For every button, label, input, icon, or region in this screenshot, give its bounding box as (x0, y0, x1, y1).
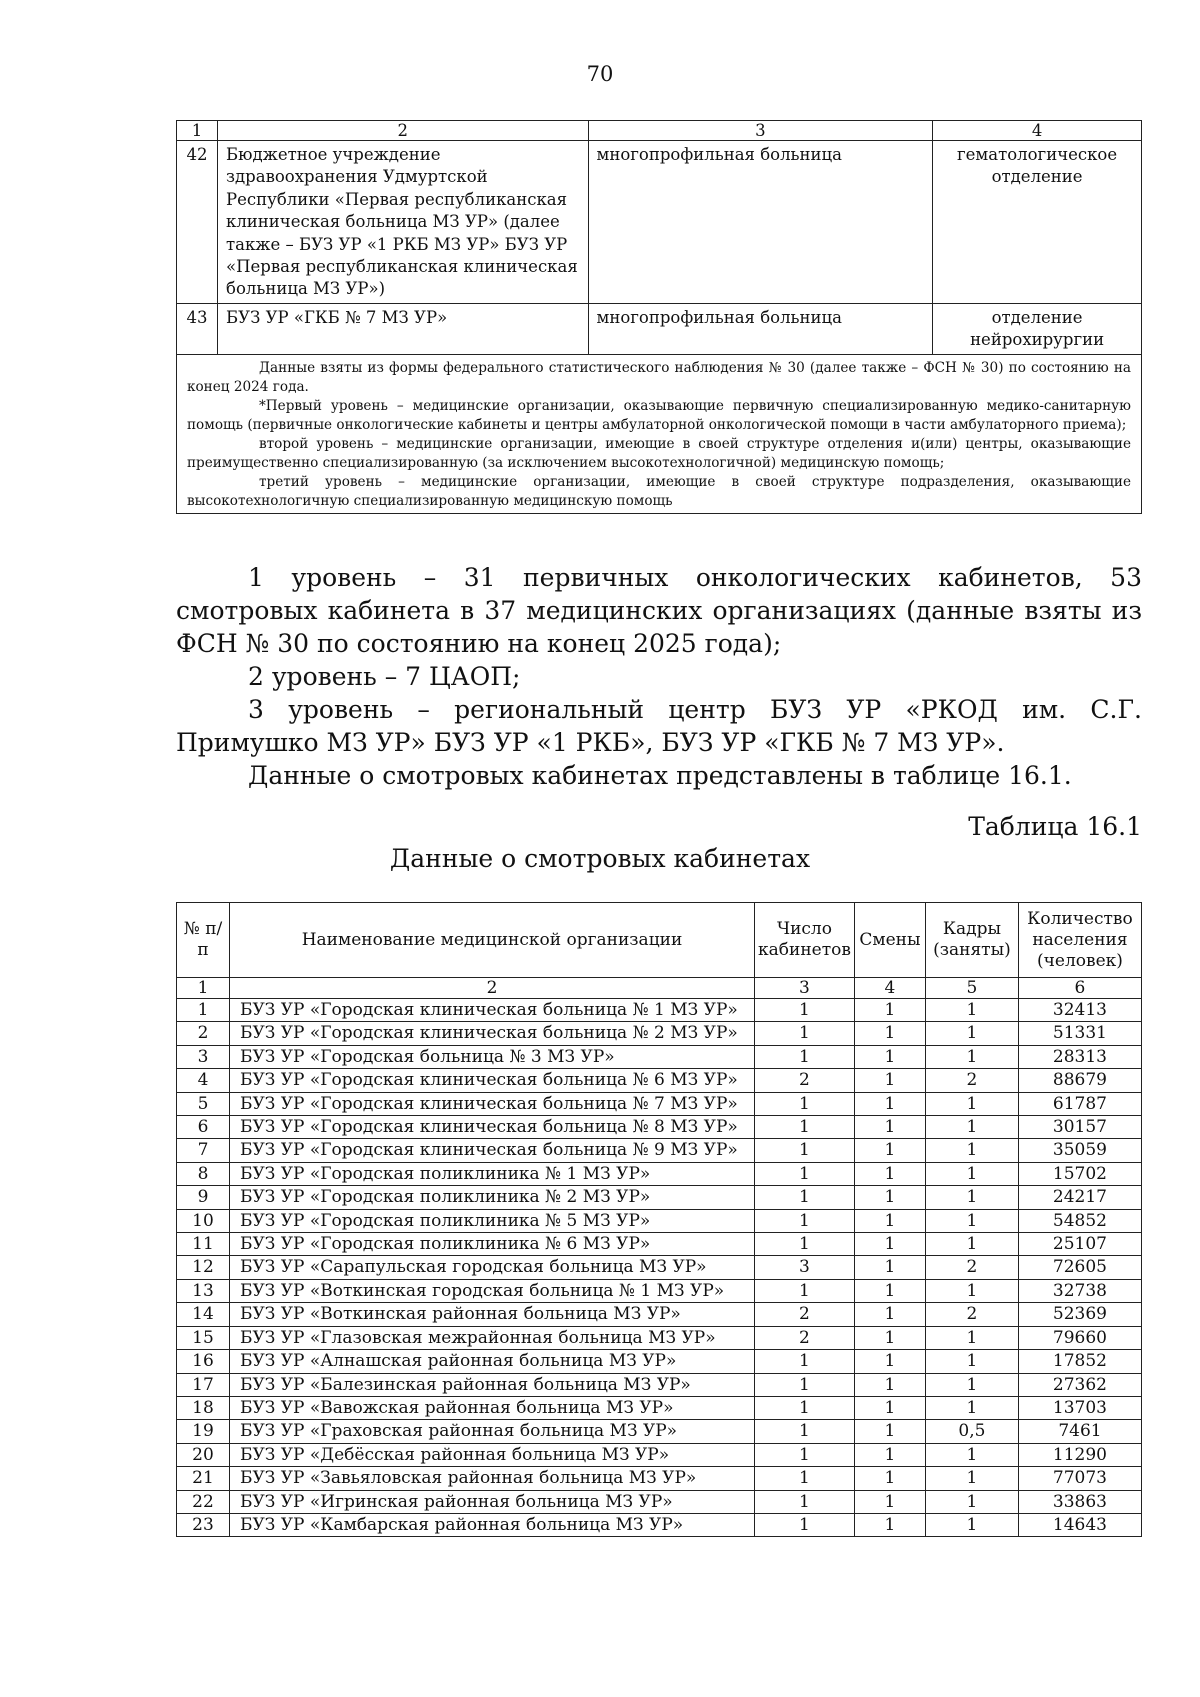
population-count: 14643 (1018, 1513, 1141, 1536)
row-number: 43 (177, 303, 218, 354)
staff-count: 1 (925, 1162, 1018, 1185)
table-row (177, 1443, 1142, 1466)
organization-name: БУЗ УР «ГКБ № 7 МЗ УР» (218, 303, 588, 354)
row-number: 7 (177, 1139, 230, 1162)
organization-name: БУЗ УР «Воткинская городская больница № 1 МЗ УР» (230, 1279, 755, 1302)
page-number: 70 (586, 62, 614, 86)
cabinets-count: 1 (755, 1209, 855, 1232)
paragraph-level-2 (176, 660, 1142, 693)
organization-name: БУЗ УР «Сарапульская городская больница МЗ УР» (230, 1256, 755, 1279)
organization-name: Бюджетное учреждение здравоохранения Удмуртской Республики «Первая республиканская клиническая больница МЗ УР» (далее также – БУЗ УР «1 РКБ МЗ УР» БУЗ УР «Первая республиканская клиническая больница МЗ УР») (218, 141, 588, 304)
cabinets-count: 1 (755, 1467, 855, 1490)
table-row (177, 999, 1142, 1022)
population-count: 77073 (1018, 1467, 1141, 1490)
row-number: 1 (177, 999, 230, 1022)
table-row (177, 1116, 1142, 1139)
cabinets-count: 1 (755, 1443, 855, 1466)
staff-count: 1 (925, 1209, 1018, 1232)
cabinets-count: 3 (755, 1256, 855, 1279)
shifts-count: 1 (854, 1443, 925, 1466)
population-count: 61787 (1018, 1092, 1141, 1115)
population-count: 24217 (1018, 1186, 1141, 1209)
shifts-count: 1 (854, 1162, 925, 1185)
organization-name: БУЗ УР «Алнашская районная больница МЗ УР» (230, 1350, 755, 1373)
organization-name: БУЗ УР «Завьяловская районная больница МЗ УР» (230, 1467, 755, 1490)
shifts-count: 1 (854, 1513, 925, 1536)
row-number: 17 (177, 1373, 230, 1396)
table-row (177, 1209, 1142, 1232)
table-notes (177, 354, 1142, 513)
cabinets-count: 1 (755, 1513, 855, 1536)
cabinets-count: 1 (755, 1420, 855, 1443)
population-count: 17852 (1018, 1350, 1141, 1373)
table-row (177, 1490, 1142, 1513)
cabinets-count: 1 (755, 1279, 855, 1302)
population-count: 13703 (1018, 1396, 1141, 1419)
organization-name: БУЗ УР «Воткинская районная больница МЗ УР» (230, 1303, 755, 1326)
row-number: 13 (177, 1279, 230, 1302)
organization-type: многопрофильная больница (588, 303, 933, 354)
population-count: 30157 (1018, 1116, 1141, 1139)
population-count: 72605 (1018, 1256, 1141, 1279)
cabinets-count: 2 (755, 1326, 855, 1349)
organization-name: БУЗ УР «Городская клиническая больница № 2 МЗ УР» (230, 1022, 755, 1045)
table-row (177, 1420, 1142, 1443)
staff-count: 1 (925, 1513, 1018, 1536)
column-index: 4 (933, 121, 1142, 141)
note-level-3: третий уровень – медицинские организации, имеющие в своей структуре подразделения, оказывающие высокотехнологичную специализированную медицинскую помощь (187, 473, 1131, 509)
organization-type: многопрофильная больница (588, 141, 933, 304)
table-row (177, 1092, 1142, 1115)
cabinets-count: 2 (755, 1069, 855, 1092)
paragraph-text: 3 уровень – региональный центр БУЗ УР «РКОД им. С.Г. Примушко МЗ УР» БУЗ УР «1 РКБ», БУЗ УР «ГКБ № 7 МЗ УР». (176, 695, 1142, 757)
table-row (177, 1045, 1142, 1068)
staff-count: 1 (925, 1279, 1018, 1302)
organization-name: БУЗ УР «Городская больница № 3 МЗ УР» (230, 1045, 755, 1068)
organization-name: БУЗ УР «Городская клиническая больница № 9 МЗ УР» (230, 1139, 755, 1162)
shifts-count: 1 (854, 1256, 925, 1279)
staff-count: 1 (925, 1396, 1018, 1419)
organization-name: БУЗ УР «Игринская районная больница МЗ УР» (230, 1490, 755, 1513)
row-number: 20 (177, 1443, 230, 1466)
row-number: 6 (177, 1116, 230, 1139)
column-index-row (177, 978, 1142, 999)
staff-count: 1 (925, 1116, 1018, 1139)
cabinets-count: 2 (755, 1303, 855, 1326)
table-row (177, 1162, 1142, 1185)
staff-count: 0,5 (925, 1420, 1018, 1443)
paragraph-level-3 (176, 693, 1142, 759)
shifts-count: 1 (854, 1116, 925, 1139)
population-count: 15702 (1018, 1162, 1141, 1185)
staff-count: 1 (925, 1233, 1018, 1256)
organization-name: БУЗ УР «Дебёсская районная больница МЗ УР» (230, 1443, 755, 1466)
staff-count: 1 (925, 1186, 1018, 1209)
header-population: Количество населения (человек) (1018, 903, 1141, 978)
paragraph-text: 1 уровень – 31 первичных онкологических кабинетов, 53 смотровых кабинета в 37 медицинских организациях (данные взяты из ФСН № 30 по состоянию на конец 2025 года); (176, 563, 1142, 658)
table-row (177, 1186, 1142, 1209)
staff-count: 1 (925, 1443, 1018, 1466)
shifts-count: 1 (854, 1186, 925, 1209)
row-number: 12 (177, 1256, 230, 1279)
column-index: 2 (230, 978, 755, 999)
staff-count: 2 (925, 1303, 1018, 1326)
population-count: 54852 (1018, 1209, 1141, 1232)
organization-name: БУЗ УР «Городская поликлиника № 5 МЗ УР» (230, 1209, 755, 1232)
organization-name: БУЗ УР «Вавожская районная больница МЗ УР» (230, 1396, 755, 1419)
organization-name: БУЗ УР «Городская клиническая больница № 1 МЗ УР» (230, 999, 755, 1022)
shifts-count: 1 (854, 1373, 925, 1396)
organization-name: БУЗ УР «Городская клиническая больница № 6 МЗ УР» (230, 1069, 755, 1092)
table-title: Данные о смотровых кабинетах (389, 844, 811, 873)
staff-count: 1 (925, 1350, 1018, 1373)
staff-count: 1 (925, 1045, 1018, 1068)
note-level-2: второй уровень – медицинские организации, имеющие в своей структуре отделения и(или) центры, оказывающие преимущественно специализированную (за исключением высокотехнологичной) медицинскую помощь; (187, 435, 1131, 471)
department: отделение нейрохирургии (933, 303, 1142, 354)
shifts-count: 1 (854, 1233, 925, 1256)
staff-count: 1 (925, 1139, 1018, 1162)
staff-count: 1 (925, 999, 1018, 1022)
cabinets-count: 1 (755, 1092, 855, 1115)
column-index: 3 (588, 121, 933, 141)
staff-count: 1 (925, 1490, 1018, 1513)
cabinets-count: 1 (755, 999, 855, 1022)
population-count: 7461 (1018, 1420, 1141, 1443)
table-row (177, 1513, 1142, 1536)
shifts-count: 1 (854, 1420, 925, 1443)
shifts-count: 1 (854, 1396, 925, 1419)
row-number: 42 (177, 141, 218, 304)
row-number: 16 (177, 1350, 230, 1373)
continuation-table (176, 120, 1142, 514)
row-number: 15 (177, 1326, 230, 1349)
shifts-count: 1 (854, 1326, 925, 1349)
column-index: 2 (218, 121, 588, 141)
cabinets-count: 1 (755, 1490, 855, 1513)
column-index: 4 (854, 978, 925, 999)
organization-name: БУЗ УР «Камбарская районная больница МЗ УР» (230, 1513, 755, 1536)
shifts-count: 1 (854, 1467, 925, 1490)
staff-count: 2 (925, 1069, 1018, 1092)
row-number: 22 (177, 1490, 230, 1513)
staff-count: 1 (925, 1467, 1018, 1490)
population-count: 25107 (1018, 1233, 1141, 1256)
shifts-count: 1 (854, 999, 925, 1022)
note-level-1: *Первый уровень – медицинские организации, оказывающие первичную специализированную медико-санитарную помощь (первичные онкологические кабинеты и центры амбулаторной онкологической помощи в части амбулаторного приема); (187, 397, 1131, 433)
row-number: 5 (177, 1092, 230, 1115)
row-number: 19 (177, 1420, 230, 1443)
header-shifts: Смены (854, 903, 925, 978)
column-index: 6 (1018, 978, 1141, 999)
table-row (177, 1233, 1142, 1256)
cabinets-count: 1 (755, 1373, 855, 1396)
staff-count: 1 (925, 1022, 1018, 1045)
organization-name: БУЗ УР «Городская поликлиника № 2 МЗ УР» (230, 1186, 755, 1209)
row-number: 8 (177, 1162, 230, 1185)
staff-count: 1 (925, 1373, 1018, 1396)
shifts-count: 1 (854, 1139, 925, 1162)
column-index-row (177, 121, 1142, 141)
shifts-count: 1 (854, 1303, 925, 1326)
table-row (177, 1139, 1142, 1162)
shifts-count: 1 (854, 1022, 925, 1045)
shifts-count: 1 (854, 1279, 925, 1302)
table-row (177, 303, 1142, 354)
table-row (177, 1326, 1142, 1349)
table-row (177, 1279, 1142, 1302)
row-number: 2 (177, 1022, 230, 1045)
staff-count: 2 (925, 1256, 1018, 1279)
table-header-row (177, 903, 1142, 978)
table-label: Таблица 16.1 (968, 812, 1142, 841)
row-number: 9 (177, 1186, 230, 1209)
population-count: 28313 (1018, 1045, 1141, 1068)
cabinets-count: 1 (755, 1162, 855, 1185)
organization-name: БУЗ УР «Граховская районная больница МЗ УР» (230, 1420, 755, 1443)
staff-count: 1 (925, 1326, 1018, 1349)
organization-name: БУЗ УР «Городская клиническая больница № 7 МЗ УР» (230, 1092, 755, 1115)
population-count: 11290 (1018, 1443, 1141, 1466)
population-count: 52369 (1018, 1303, 1141, 1326)
row-number: 4 (177, 1069, 230, 1092)
population-count: 79660 (1018, 1326, 1141, 1349)
table-row (177, 1303, 1142, 1326)
cabinets-count: 1 (755, 1233, 855, 1256)
staff-count: 1 (925, 1092, 1018, 1115)
organization-name: БУЗ УР «Глазовская межрайонная больница МЗ УР» (230, 1326, 755, 1349)
organization-name: БУЗ УР «Городская поликлиника № 6 МЗ УР» (230, 1233, 755, 1256)
column-index: 1 (177, 121, 218, 141)
row-number: 3 (177, 1045, 230, 1068)
population-count: 88679 (1018, 1069, 1141, 1092)
header-cabinets: Число кабинетов (755, 903, 855, 978)
cabinets-count: 1 (755, 1350, 855, 1373)
population-count: 27362 (1018, 1373, 1141, 1396)
cabinets-count: 1 (755, 1022, 855, 1045)
column-index: 5 (925, 978, 1018, 999)
paragraph-level-1 (176, 561, 1142, 660)
population-count: 35059 (1018, 1139, 1141, 1162)
column-index: 1 (177, 978, 230, 999)
shifts-count: 1 (854, 1045, 925, 1068)
population-count: 51331 (1018, 1022, 1141, 1045)
shifts-count: 1 (854, 1069, 925, 1092)
row-number: 21 (177, 1467, 230, 1490)
row-number: 18 (177, 1396, 230, 1419)
population-count: 32738 (1018, 1279, 1141, 1302)
department: гематологическое отделение (933, 141, 1142, 304)
paragraph-text: Данные о смотровых кабинетах представлены в таблице 16.1. (248, 761, 1072, 790)
shifts-count: 1 (854, 1490, 925, 1513)
notes-row (177, 354, 1142, 513)
cabinets-count: 1 (755, 1139, 855, 1162)
table-row (177, 1022, 1142, 1045)
organization-name: БУЗ УР «Городская клиническая больница № 8 МЗ УР» (230, 1116, 755, 1139)
row-number: 23 (177, 1513, 230, 1536)
table-row (177, 1069, 1142, 1092)
table-row (177, 1350, 1142, 1373)
population-count: 32413 (1018, 999, 1141, 1022)
population-count: 33863 (1018, 1490, 1141, 1513)
table-row (177, 141, 1142, 304)
cabinets-count: 1 (755, 1396, 855, 1419)
organization-name: БУЗ УР «Балезинская районная больница МЗ УР» (230, 1373, 755, 1396)
cabinets-count: 1 (755, 1045, 855, 1068)
shifts-count: 1 (854, 1350, 925, 1373)
table-row (177, 1467, 1142, 1490)
cabinets-count: 1 (755, 1116, 855, 1139)
paragraph-data-note (176, 759, 1142, 792)
header-staff: Кадры (заняты) (925, 903, 1018, 978)
shifts-count: 1 (854, 1209, 925, 1232)
table-row (177, 1373, 1142, 1396)
column-index: 3 (755, 978, 855, 999)
row-number: 10 (177, 1209, 230, 1232)
cabinets-count: 1 (755, 1186, 855, 1209)
note-source: Данные взяты из формы федерального статистического наблюдения № 30 (далее также – ФСН № 30) по состоянию на конец 2024 года. (187, 359, 1131, 395)
paragraph-text: 2 уровень – 7 ЦАОП; (248, 662, 521, 691)
header-num: № п/п (177, 903, 230, 978)
table-row (177, 1256, 1142, 1279)
organization-name: БУЗ УР «Городская поликлиника № 1 МЗ УР» (230, 1162, 755, 1185)
shifts-count: 1 (854, 1092, 925, 1115)
row-number: 11 (177, 1233, 230, 1256)
table-row (177, 1396, 1142, 1419)
row-number: 14 (177, 1303, 230, 1326)
exam-rooms-table (176, 902, 1142, 1537)
header-name: Наименование медицинской организации (230, 903, 755, 978)
